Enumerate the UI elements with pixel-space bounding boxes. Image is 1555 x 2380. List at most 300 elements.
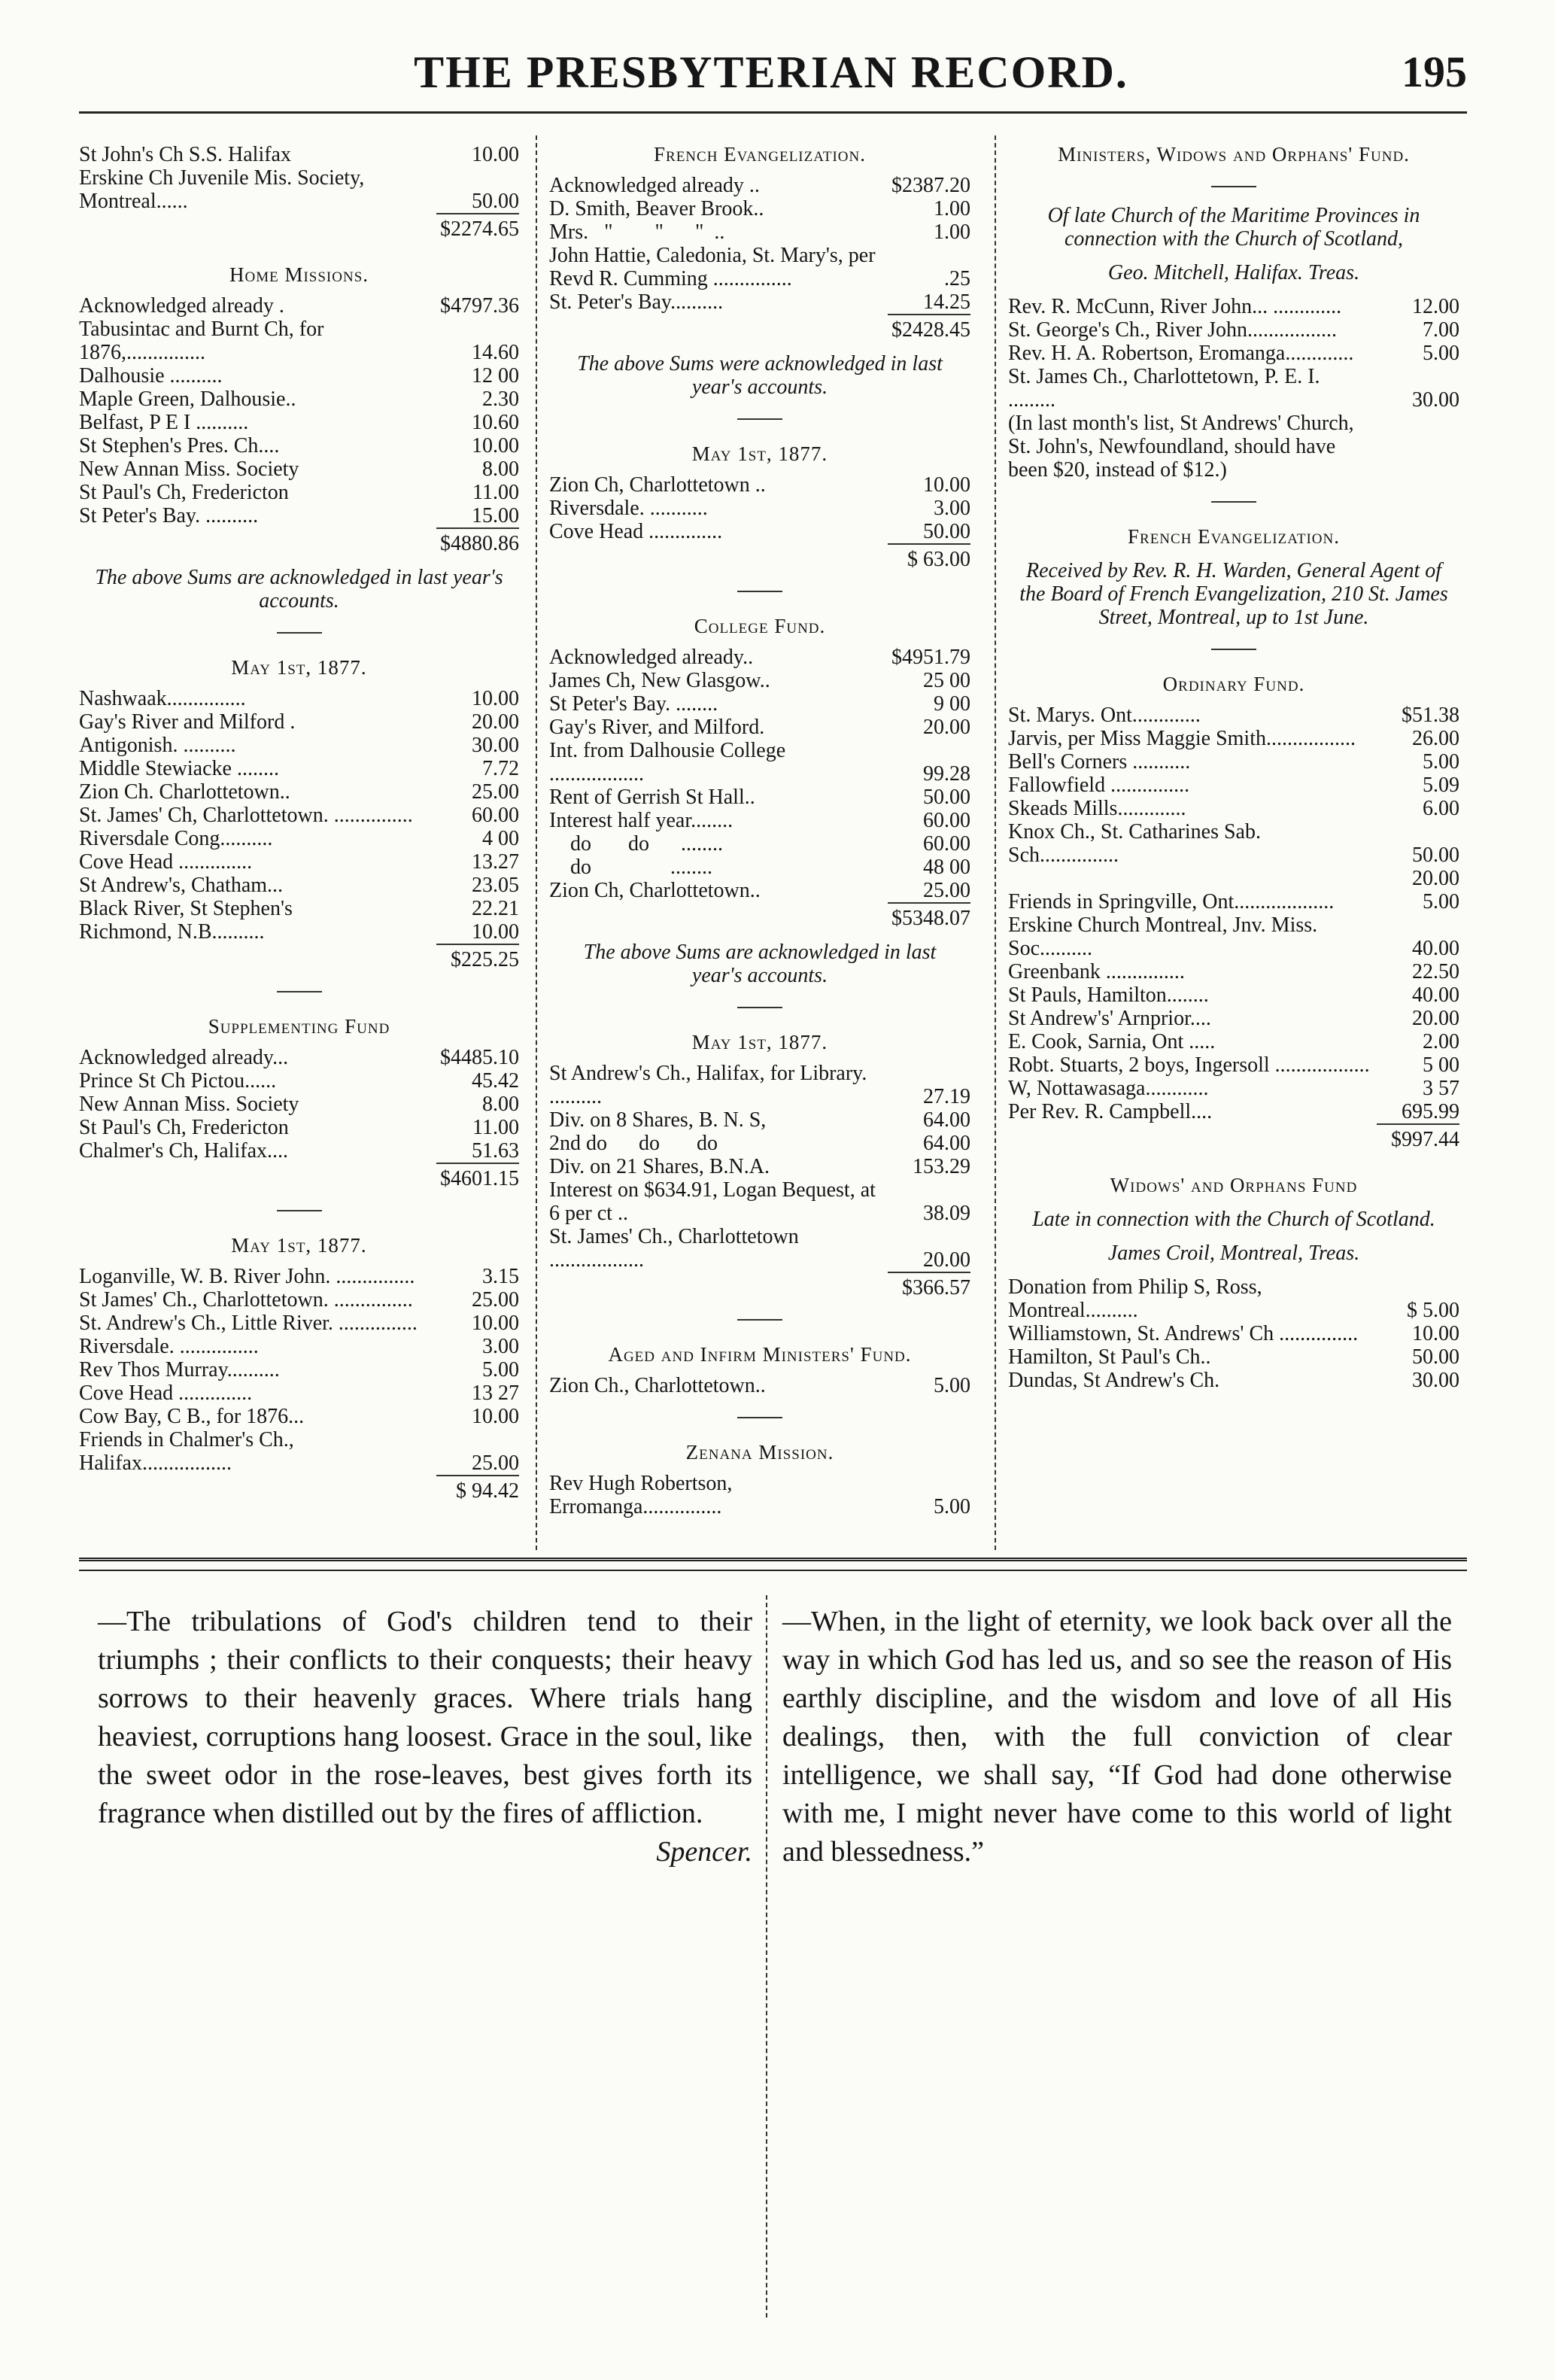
column-3 <box>1008 143 1459 1392</box>
list-item <box>549 520 970 543</box>
divider <box>277 632 322 634</box>
item-label: Greenbank ............... <box>1008 960 1185 983</box>
item-amount: 20.00 <box>1412 1007 1459 1030</box>
item-amount: .25 <box>944 267 970 290</box>
header-rule <box>79 111 1467 114</box>
item-label: St Peter's Bay. ........ <box>549 692 718 716</box>
list-item <box>79 143 519 166</box>
page-number: 195 <box>1402 47 1467 96</box>
list-item <box>79 874 519 897</box>
list-item <box>1008 295 1459 318</box>
item-amount: 60.00 <box>472 804 519 827</box>
item-label: Black River, St Stephen's <box>79 897 293 920</box>
list-item <box>79 457 519 481</box>
item-amount: 10.00 <box>1412 1322 1459 1345</box>
item-amount: $5348.07 <box>888 902 970 930</box>
item-amount: $51.38 <box>1402 704 1459 727</box>
item-amount: 22.21 <box>472 897 519 920</box>
item-label: Acknowledged already . <box>79 294 284 318</box>
item-amount: 3 57 <box>1423 1077 1459 1100</box>
total-row <box>79 1163 519 1190</box>
item-label: Zion Ch, Charlottetown.. <box>549 879 761 902</box>
quote-left <box>98 1603 752 1871</box>
item-amount: $4880.86 <box>436 527 519 555</box>
item-label: Nashwaak............... <box>79 687 246 710</box>
section-title-may1: May 1st, 1877. <box>231 656 367 679</box>
list-item <box>549 739 970 786</box>
may1b-list <box>549 1062 970 1299</box>
item-label: Zion Ch. Charlottetown.. <box>79 780 290 804</box>
divider <box>1211 649 1256 650</box>
list-item <box>549 669 970 692</box>
item-label: Middle Stewiacke ........ <box>79 757 279 780</box>
item-label: Friends in Springville, Ont................... <box>1008 890 1335 913</box>
item-label: Erskine Church Montreal, Jnv. Miss. Soc.......... <box>1008 913 1323 960</box>
item-label: Bell's Corners ........... <box>1008 750 1191 774</box>
item-label: 2nd do do do <box>549 1132 718 1155</box>
item-label: Maple Green, Dalhousie.. <box>79 388 296 411</box>
total-row <box>1008 1123 1459 1151</box>
item-amount: $225.25 <box>436 944 519 971</box>
item-amount: $ 94.42 <box>436 1475 519 1503</box>
item-amount: 25.00 <box>472 780 519 804</box>
list-item <box>79 780 519 804</box>
item-amount: 99.28 <box>923 762 970 786</box>
item-amount: 153.29 <box>913 1155 970 1178</box>
list-item <box>79 318 519 364</box>
list-item <box>1008 1030 1459 1053</box>
total-row <box>79 944 519 971</box>
item-amount: 3.00 <box>934 497 970 520</box>
item-amount: 26.00 <box>1412 727 1459 750</box>
list-item <box>79 388 519 411</box>
item-label: do ........ <box>549 856 712 879</box>
footer-rule <box>79 1558 1467 1561</box>
publication-title: THE PRESBYTERIAN RECORD. <box>414 47 1128 97</box>
item-label: Interest on $634.91, Logan Bequest, at 6 per ct .. <box>549 1178 881 1225</box>
french-note: The above Sums were acknowledged in last year's accounts. <box>577 352 943 399</box>
item-label: Cove Head .............. <box>79 1381 253 1405</box>
item-amount: 50.00 <box>1412 1345 1459 1369</box>
item-label: Tabusintac and Burnt Ch, for 1876,............... <box>79 318 330 364</box>
list-item <box>1008 1053 1459 1077</box>
list-item <box>549 1225 970 1272</box>
item-label: Erskine Ch Juvenile Mis. Society, Montreal...... <box>79 166 370 213</box>
divider <box>277 991 322 992</box>
item-label: Dundas, St Andrew's Ch. <box>1008 1369 1220 1392</box>
item-amount: $ 5.00 <box>1407 1299 1459 1322</box>
item-label: St. James' Ch, Charlottetown. ............... <box>79 804 413 827</box>
list-item <box>79 920 519 944</box>
item-amount: 13.27 <box>472 850 519 874</box>
item-label: St. Marys. Ont............. <box>1008 704 1201 727</box>
item-amount: 25.00 <box>472 1288 519 1312</box>
item-amount: 1.00 <box>934 220 970 244</box>
item-label: E. Cook, Sarnia, Ont ..... <box>1008 1030 1216 1053</box>
item-amount: 10.00 <box>472 143 519 166</box>
item-amount: $4797.36 <box>440 294 519 318</box>
item-amount: 50.00 <box>923 786 970 809</box>
item-label: Knox Ch., St. Catharines Sab. Sch............... <box>1008 820 1266 867</box>
divider <box>277 1210 322 1211</box>
item-label: St Stephen's Pres. Ch.... <box>79 434 280 457</box>
item-amount: $997.44 <box>1377 1123 1459 1151</box>
list-item <box>549 220 970 244</box>
list-item <box>549 856 970 879</box>
item-amount: 25.00 <box>472 1451 519 1475</box>
item-label: Per Rev. R. Campbell.... <box>1008 1100 1213 1123</box>
list-item <box>1008 797 1459 820</box>
item-label: Chalmer's Ch, Halifax.... <box>79 1139 288 1163</box>
list-item <box>79 687 519 710</box>
list-item <box>549 1132 970 1155</box>
item-amount: 20.00 <box>472 710 519 734</box>
column-divider <box>536 135 537 1550</box>
item-amount: 5.00 <box>1423 342 1459 365</box>
item-amount: 38.09 <box>923 1202 970 1225</box>
list-item <box>549 1472 970 1518</box>
list-item <box>79 734 519 757</box>
list-item <box>1008 913 1459 960</box>
list-item <box>79 1139 519 1163</box>
list-item <box>1008 1369 1459 1392</box>
item-amount: $2428.45 <box>888 314 970 342</box>
item-label: St Peter's Bay. .......... <box>79 504 259 527</box>
item-label: Gay's River, and Milford. <box>549 716 765 739</box>
item-label: New Annan Miss. Society <box>79 1093 299 1116</box>
list-item <box>79 1116 519 1139</box>
item-amount: 10.00 <box>472 1312 519 1335</box>
list-item <box>79 1358 519 1381</box>
list-item <box>79 1046 519 1069</box>
list-item <box>549 290 970 314</box>
item-amount: 9 00 <box>934 692 970 716</box>
item-label: Richmond, N.B.......... <box>79 920 265 944</box>
list-item <box>1008 318 1459 342</box>
item-amount: 5.00 <box>934 1374 970 1397</box>
item-label: Cow Bay, C B., for 1876... <box>79 1405 305 1428</box>
item-amount: 50.00 <box>472 190 519 213</box>
column-1 <box>79 143 519 1503</box>
item-amount: 51.63 <box>472 1139 519 1163</box>
list-item <box>79 1405 519 1428</box>
item-label: Dalhousie .......... <box>79 364 223 388</box>
item-label: D. Smith, Beaver Brook.. <box>549 197 764 220</box>
item-label: St. James Ch., Charlottetown, P. E. I. ......... <box>1008 365 1326 412</box>
list-item <box>1008 1077 1459 1100</box>
section-title-french: French Evangelization. <box>1128 525 1340 548</box>
divider <box>737 1417 782 1418</box>
item-amount: 6.00 <box>1423 797 1459 820</box>
item-label: Donation from Philip S, Ross, Montreal.......... <box>1008 1275 1268 1322</box>
french-intro: Received by Rev. R. H. Warden, General Agent of the Board of French Evangelization, 210 St. James Street, Montreal, up to 1st June. <box>1019 559 1448 629</box>
list-item <box>79 804 519 827</box>
item-amount: 10.60 <box>472 411 519 434</box>
list-item <box>1008 1345 1459 1369</box>
list-item <box>79 757 519 780</box>
quote-right <box>782 1603 1452 1871</box>
list-item <box>79 294 519 318</box>
list-item <box>79 1265 519 1288</box>
item-label: Riversdale Cong.......... <box>79 827 273 850</box>
item-label: St. Peter's Bay.......... <box>549 290 724 314</box>
item-amount: 5.00 <box>1423 750 1459 774</box>
ordinary-list <box>1008 704 1459 1151</box>
item-label: John Hattie, Caledonia, St. Mary's, per Revd R. Cumming ............... <box>549 244 881 290</box>
item-amount: $366.57 <box>888 1272 970 1299</box>
list-item <box>1008 960 1459 983</box>
divider <box>737 591 782 592</box>
list-item <box>1008 1275 1459 1322</box>
item-label: St. George's Ch., River John................. <box>1008 318 1337 342</box>
item-amount: 64.00 <box>923 1132 970 1155</box>
list-item <box>79 504 519 527</box>
item-amount: 20.00 <box>923 716 970 739</box>
item-amount: 30.00 <box>1412 388 1459 412</box>
list-item <box>549 1155 970 1178</box>
list-item <box>79 411 519 434</box>
college-list <box>549 646 970 930</box>
section-title-may1: May 1st, 1877. <box>691 442 828 465</box>
widows1-list <box>1008 295 1459 482</box>
item-label: (In last month's list, St Andrews' Church, St. John's, Newfoundland, should have been $20, instead of $12.) <box>1008 412 1359 482</box>
item-label: Fallowfield ............... <box>1008 774 1190 797</box>
item-amount: 14.25 <box>923 290 970 314</box>
item-amount: 48 00 <box>923 856 970 879</box>
item-amount: $4951.79 <box>891 646 970 669</box>
item-label: St Paul's Ch, Fredericton <box>79 1116 289 1139</box>
list-item <box>79 481 519 504</box>
item-amount: $4601.15 <box>436 1163 519 1190</box>
item-amount: 5 00 <box>1423 1053 1459 1077</box>
list-item <box>549 1108 970 1132</box>
list-item <box>1008 774 1459 797</box>
list-item <box>549 497 970 520</box>
item-amount: 14.60 <box>472 341 519 364</box>
item-label: Cove Head .............. <box>549 520 723 543</box>
item-amount: 10.00 <box>472 920 519 944</box>
item-label: Zion Ch., Charlottetown.. <box>549 1374 766 1397</box>
item-label: Mrs. " " " .. <box>549 220 725 244</box>
widows1-intro: Of late Church of the Maritime Provinces in connection with the Church of Scotland, <box>1047 204 1420 251</box>
total-row <box>549 543 970 571</box>
divider <box>737 1319 782 1321</box>
item-label: New Annan Miss. Society <box>79 457 299 481</box>
list-item <box>549 1062 970 1108</box>
item-amount: 695.99 <box>1402 1100 1459 1123</box>
list-item <box>1008 727 1459 750</box>
item-amount: 60.00 <box>923 832 970 856</box>
item-amount: 7.72 <box>482 757 519 780</box>
list-item <box>1008 704 1459 727</box>
item-amount: 8.00 <box>482 457 519 481</box>
item-label: Hamilton, St Paul's Ch.. <box>1008 1345 1211 1369</box>
item-amount: 10.00 <box>923 473 970 497</box>
quote-left-signature: Spencer. <box>656 1836 752 1868</box>
item-label: St Paul's Ch, Fredericton <box>79 481 289 504</box>
list-item <box>549 786 970 809</box>
item-amount: 25 00 <box>923 669 970 692</box>
item-amount: $ 63.00 <box>888 543 970 571</box>
may1-list <box>549 473 970 571</box>
item-amount: 23.05 <box>472 874 519 897</box>
item-amount: 5.09 <box>1423 774 1459 797</box>
item-amount: 5.00 <box>1423 890 1459 913</box>
item-label: Acknowledged already.. <box>549 646 754 669</box>
item-label: do do ........ <box>549 832 723 856</box>
item-amount: $4485.10 <box>440 1046 519 1069</box>
item-label: St. Andrew's Ch., Little River. ............... <box>79 1312 418 1335</box>
item-amount: 10.00 <box>472 687 519 710</box>
item-amount: 10.00 <box>472 434 519 457</box>
list-item <box>79 364 519 388</box>
list-item <box>549 244 970 290</box>
section-title-widows1: Ministers, Widows and Orphans' Fund. <box>1058 143 1410 166</box>
list-item <box>1008 867 1459 890</box>
college-note: The above Sums are acknowledged in last year's accounts. <box>583 941 937 987</box>
item-label: Div. on 21 Shares, B.N.A. <box>549 1155 770 1178</box>
item-amount: $2387.20 <box>891 174 970 197</box>
item-label: Rev. R. McCunn, River John... ............. <box>1008 295 1342 318</box>
total-row <box>79 1475 519 1503</box>
home-missions-list <box>79 294 519 555</box>
item-amount: 12 00 <box>472 364 519 388</box>
supplementing-list <box>79 1046 519 1190</box>
item-label: Rev Hugh Robertson, Erromanga............... <box>549 1472 738 1518</box>
item-label: Belfast, P E I .......... <box>79 411 249 434</box>
item-amount: 3.15 <box>482 1265 519 1288</box>
item-label: St Andrew's' Arnprior.... <box>1008 1007 1211 1030</box>
list-item <box>549 832 970 856</box>
item-label: W, Nottawasaga............ <box>1008 1077 1209 1100</box>
item-label: Rev. H. A. Robertson, Eromanga............. <box>1008 342 1354 365</box>
item-label: Gay's River and Milford . <box>79 710 296 734</box>
item-label: Prince St Ch Pictou...... <box>79 1069 277 1093</box>
list-item <box>549 646 970 669</box>
section-title-may1b: May 1st, 1877. <box>691 1031 828 1053</box>
list-item <box>1008 750 1459 774</box>
may1-list <box>79 687 519 971</box>
item-amount: 11.00 <box>472 1116 519 1139</box>
item-amount: 25.00 <box>923 879 970 902</box>
list-item <box>549 692 970 716</box>
item-amount: 50.00 <box>923 520 970 543</box>
item-amount: 7.00 <box>1423 318 1459 342</box>
item-label: Cove Head .............. <box>79 850 253 874</box>
list-item <box>79 1093 519 1116</box>
item-amount: 11.00 <box>472 481 519 504</box>
list-item <box>1008 1322 1459 1345</box>
list-item <box>79 1069 519 1093</box>
list-item <box>549 1374 970 1397</box>
item-amount: 30.00 <box>472 734 519 757</box>
list-item <box>79 1335 519 1358</box>
list-item <box>549 1178 970 1225</box>
item-amount: 20.00 <box>923 1248 970 1272</box>
section-title-aged: Aged and Infirm Ministers' Fund. <box>608 1343 912 1366</box>
zenana-list <box>549 1472 970 1518</box>
item-amount: 22.50 <box>1412 960 1459 983</box>
list-item <box>79 897 519 920</box>
divider <box>1211 501 1256 503</box>
list-item <box>549 716 970 739</box>
item-amount: 2.00 <box>1423 1030 1459 1053</box>
section-title-college: College Fund. <box>694 615 826 637</box>
french-list <box>549 174 970 342</box>
divider <box>737 1007 782 1008</box>
list-item <box>1008 890 1459 913</box>
list-item <box>549 197 970 220</box>
item-label: Skeads Mills............. <box>1008 797 1186 820</box>
item-amount: $2274.65 <box>436 213 519 241</box>
item-label: Int. from Dalhousie College .................. <box>549 739 791 786</box>
footer-rule <box>79 1570 1467 1571</box>
item-amount: 8.00 <box>482 1093 519 1116</box>
item-label: Acknowledged already... <box>79 1046 289 1069</box>
item-amount: 2.30 <box>482 388 519 411</box>
total-row <box>79 213 519 241</box>
item-label: James Ch, New Glasgow.. <box>549 669 770 692</box>
home-missions-note: The above Sums are acknowledged in last year's accounts. <box>95 566 503 612</box>
page-header <box>75 47 1467 107</box>
item-amount: 5.00 <box>482 1358 519 1381</box>
widows1-treasurer: Geo. Mitchell, Halifax. Treas. <box>1107 261 1360 284</box>
item-label: St Pauls, Hamilton........ <box>1008 983 1209 1007</box>
list-item <box>79 1428 519 1475</box>
section-title-zenana: Zenana Mission. <box>685 1441 834 1464</box>
item-label: Riversdale. ........... <box>549 497 708 520</box>
item-amount: 45.42 <box>472 1069 519 1093</box>
list-item <box>79 1288 519 1312</box>
section-title-ordinary: Ordinary Fund. <box>1162 673 1305 695</box>
list-item <box>79 827 519 850</box>
list-item <box>549 473 970 497</box>
item-amount: 12.00 <box>1412 295 1459 318</box>
item-amount: 30.00 <box>1412 1369 1459 1392</box>
list-item <box>1008 820 1459 867</box>
item-amount: 4 00 <box>482 827 519 850</box>
list-item <box>79 1381 519 1405</box>
section-title-home-missions: Home Missions. <box>229 263 369 286</box>
section-title-french: French Evangelization. <box>654 143 866 166</box>
column-divider <box>995 135 996 1550</box>
list-item <box>79 1312 519 1335</box>
column-2 <box>549 143 970 1518</box>
item-amount: 3.00 <box>482 1335 519 1358</box>
aged-list <box>549 1374 970 1397</box>
item-amount: 40.00 <box>1412 983 1459 1007</box>
item-label: Rev Thos Murray.......... <box>79 1358 280 1381</box>
widows2-treasurer: James Croil, Montreal, Treas. <box>1107 1242 1360 1265</box>
total-row <box>549 1272 970 1299</box>
item-label: Rent of Gerrish St Hall.. <box>549 786 755 809</box>
list-item <box>1008 412 1459 482</box>
item-amount: 27.19 <box>923 1085 970 1108</box>
column-divider <box>766 1595 767 2318</box>
section-title-supplementing: Supplementing Fund <box>208 1015 390 1038</box>
item-amount: 40.00 <box>1412 937 1459 960</box>
divider <box>1211 186 1256 187</box>
item-label: Acknowledged already .. <box>549 174 760 197</box>
quote-left-text: —The tribulations of God's children tend to their triumphs ; their conflicts to their conquests; their heavy sorrows to their heavenly graces. Where trials hang heaviest, corruptions hang loosest. Grace in the soul, like the sweet odor in the rose-leaves, best gives forth its fragrance when distilled out by the fires of affliction. <box>98 1606 752 1829</box>
item-label: St John's Ch S.S. Halifax <box>79 143 291 166</box>
list-item <box>79 434 519 457</box>
list-item <box>549 174 970 197</box>
total-row <box>79 527 519 555</box>
widows2-intro: Late in connection with the Church of Scotland. <box>1032 1208 1435 1231</box>
item-label: St James' Ch., Charlottetown. ............... <box>79 1288 413 1312</box>
item-label: Jarvis, per Miss Maggie Smith................. <box>1008 727 1356 750</box>
